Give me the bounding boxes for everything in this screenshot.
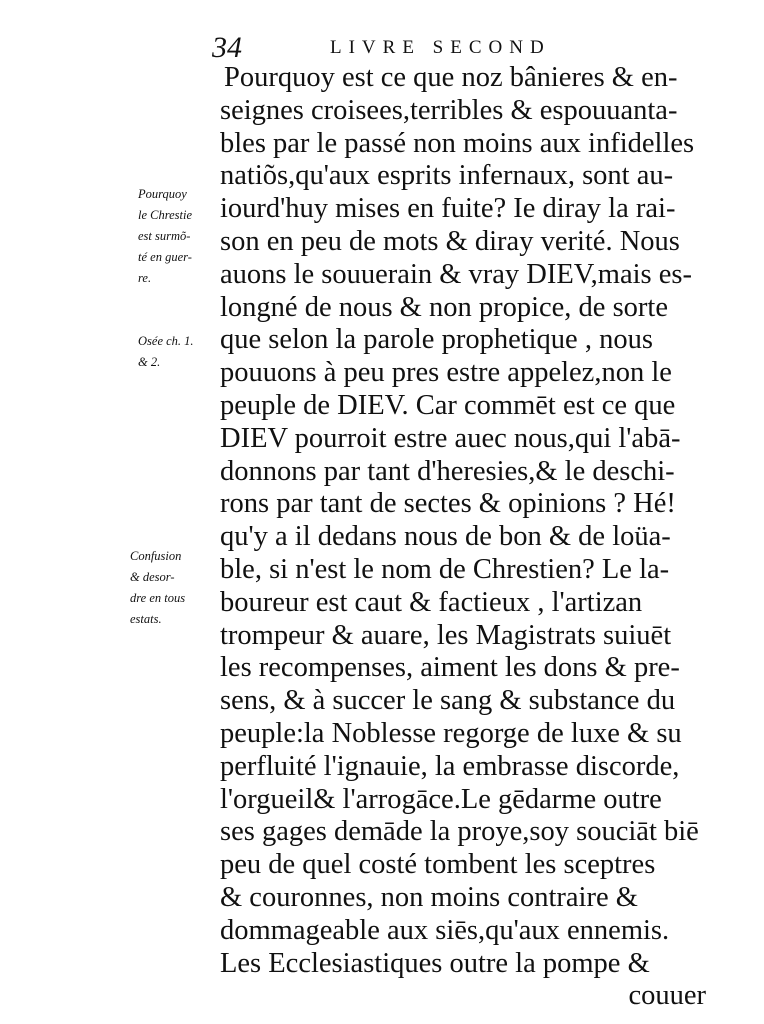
text-line: bles par le passé non moins aux infidelles (220, 127, 695, 159)
text-line: longné de nous & non propice, de sorte (220, 291, 668, 323)
text-line: son en peu de mots & diray verité. Nous (220, 225, 680, 257)
text-line: iourd'huy mises en fuite? Ie diray la rai- (220, 193, 676, 225)
text-line: natiõs,qu'aux esprits infernaux, sont au- (220, 160, 674, 192)
margin-note-line: Osée ch. 1. (138, 334, 194, 348)
text-line: rons par tant de sectes & opinions ? Hé! (220, 488, 676, 520)
text-line: peuple:la Noblesse regorge de luxe & su (220, 717, 682, 749)
margin-note-line: Confusion (130, 549, 182, 563)
margin-note (138, 331, 194, 373)
text-line: perfluité l'ignauie, la embrasse discorde, (220, 750, 680, 782)
margin-note-line: le Chrestie (138, 208, 193, 222)
text-line: pouuons à peu pres estre appelez,non le (220, 357, 672, 389)
text-line: ble, si n'est le nom de Chrestien? Le la- (220, 553, 670, 585)
text-line: trompeur & auare, les Magistrats suiuēt (220, 619, 672, 651)
text-line: sens, & à succer le sang & substance du (220, 685, 676, 717)
margin-note-line: estats. (130, 612, 162, 626)
text-line: ses gages demāde la proye,soy souciāt biē (220, 816, 699, 848)
margin-note (130, 546, 185, 630)
text-line: que selon la parole prophetique , nous (220, 324, 653, 356)
text-line: boureur est caut & factieux , l'artizan (220, 586, 643, 618)
catchword: couuer (628, 980, 706, 1012)
margin-note-line: re. (138, 271, 152, 285)
running-head: LIVRE SECOND (330, 37, 551, 58)
margin-note-line: est surmõ- (138, 229, 191, 243)
margin-note-line: & 2. (138, 355, 161, 369)
text-line: les recompenses, aiment les dons & pre- (220, 652, 680, 684)
text-line: dommageable aux siēs,qu'aux ennemis. (220, 914, 670, 946)
margin-note (138, 184, 192, 289)
text-line: l'orgueil& l'arrogāce.Le gēdarme outre (220, 783, 662, 815)
page-number: 34 (212, 31, 242, 64)
text-line: auons le souuerain & vray DIEV,mais es- (220, 258, 692, 290)
text-line: peuple de DIEV. Car commēt est ce que (220, 389, 676, 421)
text-line: seignes croisees,terribles & espouuanta- (220, 94, 678, 126)
text-line: Pourquoy est ce que noz bânieres & en- (224, 62, 678, 93)
text-line: & couronnes, non moins contraire & (220, 881, 638, 913)
margin-note-line: & desor- (130, 570, 175, 584)
text-line: Les Ecclesiastiques outre la pompe & (220, 947, 650, 979)
text-line: DIEV pourroit estre auec nous,qui l'abā- (220, 422, 681, 454)
text-line: donnons par tant d'heresies,& le deschi- (220, 455, 675, 487)
body-text (220, 62, 720, 1013)
margin-note-line: dre en tous (130, 591, 186, 605)
text-line: peu de quel costé tombent les sceptres (220, 849, 656, 881)
margin-note-line: té en guer- (138, 250, 192, 264)
text-line: qu'y a il dedans nous de bon & de loüa- (220, 521, 671, 553)
margin-note-line: Pourquoy (138, 187, 187, 201)
